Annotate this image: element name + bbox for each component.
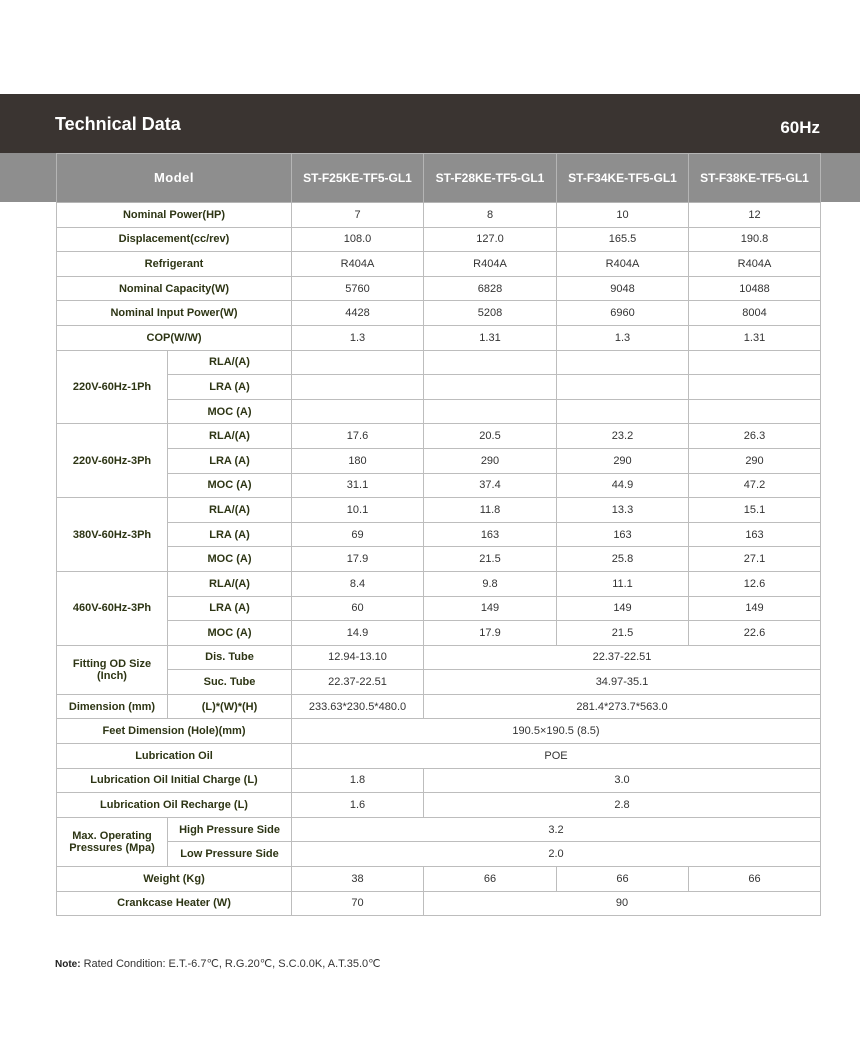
table-row — [57, 817, 821, 842]
cell: 165.5 — [557, 227, 689, 252]
row-label: Feet Dimension (Hole)(mm) — [57, 719, 292, 744]
row-label: Dimension (mm) — [57, 694, 168, 719]
group-label: 380V-60Hz-3Ph — [57, 498, 168, 572]
table-row — [57, 375, 821, 400]
sub-label: MOC (A) — [168, 473, 292, 498]
row-label: Refrigerant — [57, 252, 292, 277]
technical-data-table — [56, 153, 821, 916]
cell: 69 — [292, 522, 424, 547]
cell: 26.3 — [689, 424, 821, 449]
sub-label: Low Pressure Side — [168, 842, 292, 867]
table-row — [57, 252, 821, 277]
sub-label: RLA/(A) — [168, 424, 292, 449]
cell — [292, 350, 424, 375]
table-row — [57, 621, 821, 646]
cell: 5208 — [424, 301, 557, 326]
cell: 66 — [689, 867, 821, 892]
page-title: Technical Data — [55, 114, 181, 134]
note-label: Note: — [55, 959, 81, 970]
model-header: Model — [57, 154, 292, 203]
cell: 11.1 — [557, 571, 689, 596]
header-bar — [0, 94, 860, 153]
row-label: Displacement(cc/rev) — [57, 227, 292, 252]
cell: 10.1 — [292, 498, 424, 523]
table-row — [57, 891, 821, 916]
cell: 190.8 — [689, 227, 821, 252]
cell — [424, 375, 557, 400]
cell: 21.5 — [557, 621, 689, 646]
cell: 38 — [292, 867, 424, 892]
cell: 2.8 — [424, 793, 821, 818]
table-row — [57, 670, 821, 695]
table-row — [57, 522, 821, 547]
sub-label: MOC (A) — [168, 399, 292, 424]
cell: 163 — [689, 522, 821, 547]
sub-label: RLA/(A) — [168, 498, 292, 523]
table-row — [57, 719, 821, 744]
sub-label: High Pressure Side — [168, 817, 292, 842]
group-label: 460V-60Hz-3Ph — [57, 571, 168, 645]
cell: 12.94-13.10 — [292, 645, 424, 670]
table-header-row — [57, 154, 821, 203]
row-label: Nominal Input Power(W) — [57, 301, 292, 326]
sub-label: LRA (A) — [168, 375, 292, 400]
cell: 290 — [424, 448, 557, 473]
cell: 23.2 — [557, 424, 689, 449]
cell: 10488 — [689, 276, 821, 301]
cell: R404A — [689, 252, 821, 277]
row-label: Nominal Capacity(W) — [57, 276, 292, 301]
cell: 3.2 — [292, 817, 821, 842]
cell — [292, 375, 424, 400]
cell: 7 — [292, 203, 424, 228]
table-row — [57, 227, 821, 252]
cell: 14.9 — [292, 621, 424, 646]
cell: POE — [292, 744, 821, 769]
table-row — [57, 350, 821, 375]
cell: 21.5 — [424, 547, 557, 572]
cell — [292, 399, 424, 424]
table-row — [57, 424, 821, 449]
table-row — [57, 571, 821, 596]
table-row — [57, 301, 821, 326]
cell — [557, 350, 689, 375]
cell: 3.0 — [424, 768, 821, 793]
cell: 17.9 — [292, 547, 424, 572]
cell: 290 — [557, 448, 689, 473]
table-row — [57, 596, 821, 621]
table-row — [57, 547, 821, 572]
table-row — [57, 203, 821, 228]
cell: 66 — [424, 867, 557, 892]
cell: 6828 — [424, 276, 557, 301]
cell: 27.1 — [689, 547, 821, 572]
cell: 44.9 — [557, 473, 689, 498]
table-row — [57, 694, 821, 719]
model-column-2: ST-F28KE-TF5-GL1 — [424, 154, 557, 203]
row-label: Nominal Power(HP) — [57, 203, 292, 228]
table-row — [57, 473, 821, 498]
cell: 108.0 — [292, 227, 424, 252]
sub-label: Dis. Tube — [168, 645, 292, 670]
cell: 17.6 — [292, 424, 424, 449]
cell: 47.2 — [689, 473, 821, 498]
sub-label: MOC (A) — [168, 621, 292, 646]
cell: 1.3 — [557, 325, 689, 350]
note-text: Rated Condition: E.T.-6.7℃, R.G.20℃, S.C.0.0K, A.T.35.0℃ — [83, 958, 381, 970]
cell: 1.31 — [689, 325, 821, 350]
cell: 25.8 — [557, 547, 689, 572]
group-label: Fitting OD Size (Inch) — [57, 645, 168, 694]
cell: 22.37-22.51 — [292, 670, 424, 695]
cell — [557, 399, 689, 424]
cell: 190.5×190.5 (8.5) — [292, 719, 821, 744]
model-column-1: ST-F25KE-TF5-GL1 — [292, 154, 424, 203]
cell: R404A — [292, 252, 424, 277]
cell: 8 — [424, 203, 557, 228]
table-row — [57, 744, 821, 769]
row-label: Lubrication Oil Initial Charge (L) — [57, 768, 292, 793]
table-row — [57, 448, 821, 473]
cell: 5760 — [292, 276, 424, 301]
model-column-3: ST-F34KE-TF5-GL1 — [557, 154, 689, 203]
cell: 8004 — [689, 301, 821, 326]
row-label: Crankcase Heater (W) — [57, 891, 292, 916]
cell: 149 — [689, 596, 821, 621]
table-row — [57, 842, 821, 867]
table-row — [57, 276, 821, 301]
cell — [689, 350, 821, 375]
sub-label: LRA (A) — [168, 522, 292, 547]
cell — [424, 399, 557, 424]
cell: 233.63*230.5*480.0 — [292, 694, 424, 719]
cell — [424, 350, 557, 375]
cell: 281.4*273.7*563.0 — [424, 694, 821, 719]
sub-label: Suc. Tube — [168, 670, 292, 695]
cell: 12.6 — [689, 571, 821, 596]
cell: 1.8 — [292, 768, 424, 793]
cell: 20.5 — [424, 424, 557, 449]
cell: 11.8 — [424, 498, 557, 523]
cell: 127.0 — [424, 227, 557, 252]
sub-label: MOC (A) — [168, 547, 292, 572]
cell — [557, 375, 689, 400]
cell: 70 — [292, 891, 424, 916]
cell: 17.9 — [424, 621, 557, 646]
cell: R404A — [424, 252, 557, 277]
cell — [689, 375, 821, 400]
row-label: Lubrication Oil — [57, 744, 292, 769]
sub-label: (L)*(W)*(H) — [168, 694, 292, 719]
cell: 1.6 — [292, 793, 424, 818]
cell: 149 — [424, 596, 557, 621]
group-label: 220V-60Hz-3Ph — [57, 424, 168, 498]
footnote — [55, 957, 380, 970]
group-label: 220V-60Hz-1Ph — [57, 350, 168, 424]
group-label — [57, 817, 168, 866]
cell: 66 — [557, 867, 689, 892]
sub-label: RLA/(A) — [168, 350, 292, 375]
cell: 6960 — [557, 301, 689, 326]
pressure-label-line1: Max. Operating — [72, 829, 152, 842]
cell: 12 — [689, 203, 821, 228]
table-row — [57, 768, 821, 793]
sub-label: RLA/(A) — [168, 571, 292, 596]
cell: 22.6 — [689, 621, 821, 646]
row-label: COP(W/W) — [57, 325, 292, 350]
cell: 37.4 — [424, 473, 557, 498]
cell — [689, 399, 821, 424]
cell: 31.1 — [292, 473, 424, 498]
table-row — [57, 867, 821, 892]
cell: 163 — [557, 522, 689, 547]
cell: 22.37-22.51 — [424, 645, 821, 670]
cell: 15.1 — [689, 498, 821, 523]
table-row — [57, 325, 821, 350]
row-label: Weight (Kg) — [57, 867, 292, 892]
cell: 1.31 — [424, 325, 557, 350]
pressure-label-line2: Pressures (Mpa) — [69, 841, 155, 854]
sub-label: LRA (A) — [168, 596, 292, 621]
frequency-label: 60Hz — [780, 118, 820, 137]
row-label: Lubrication Oil Recharge (L) — [57, 793, 292, 818]
cell: 8.4 — [292, 571, 424, 596]
model-column-4: ST-F38KE-TF5-GL1 — [689, 154, 821, 203]
cell: 60 — [292, 596, 424, 621]
sub-label: LRA (A) — [168, 448, 292, 473]
cell: 13.3 — [557, 498, 689, 523]
cell: 149 — [557, 596, 689, 621]
cell: 9048 — [557, 276, 689, 301]
cell: 10 — [557, 203, 689, 228]
cell: 2.0 — [292, 842, 821, 867]
cell: 290 — [689, 448, 821, 473]
table-row — [57, 399, 821, 424]
cell: R404A — [557, 252, 689, 277]
cell: 4428 — [292, 301, 424, 326]
table-row — [57, 498, 821, 523]
cell: 34.97-35.1 — [424, 670, 821, 695]
cell: 163 — [424, 522, 557, 547]
cell: 180 — [292, 448, 424, 473]
table-row — [57, 793, 821, 818]
cell: 90 — [424, 891, 821, 916]
cell: 9.8 — [424, 571, 557, 596]
cell: 1.3 — [292, 325, 424, 350]
table-row — [57, 645, 821, 670]
